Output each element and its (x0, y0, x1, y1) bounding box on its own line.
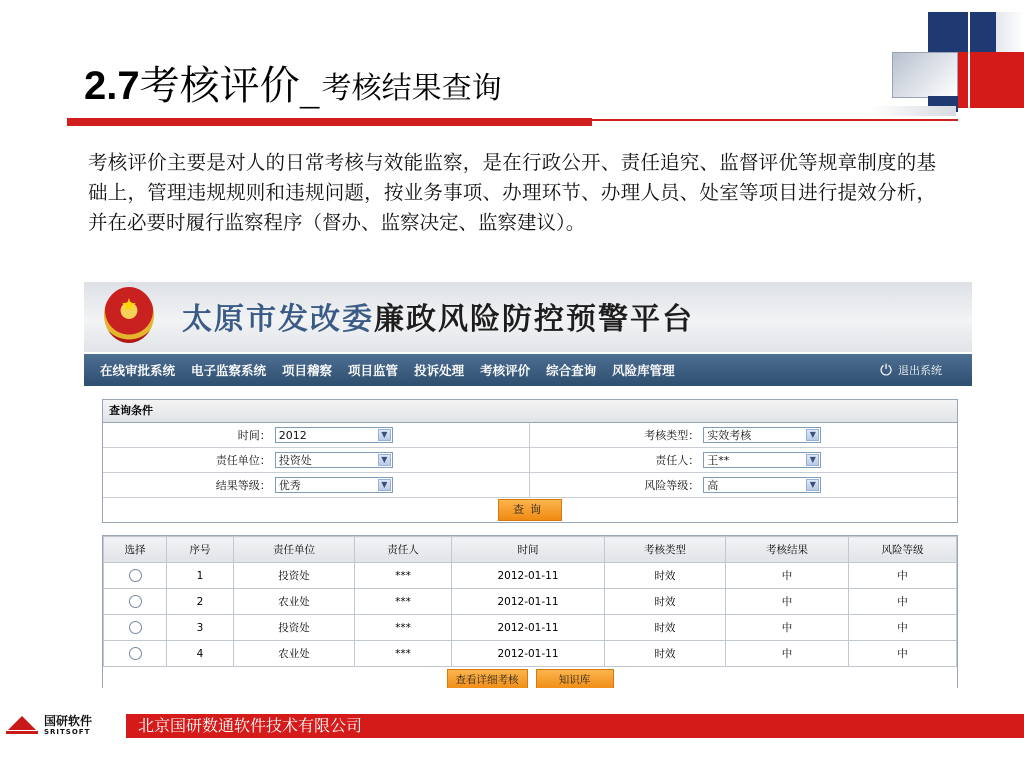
field-label: 时间： (237, 429, 271, 442)
table-header-row (104, 537, 957, 563)
cell-date: 2012-01-11 (452, 615, 605, 641)
time-select[interactable] (275, 427, 393, 443)
nav-e-supervision[interactable]: 电子监察系统 (191, 363, 267, 378)
nav-project-inspection[interactable]: 项目稽察 (282, 363, 333, 378)
cell-risk: 中 (849, 641, 957, 667)
nav-risk-library[interactable]: 风险库管理 (612, 363, 675, 378)
query-panel (102, 399, 958, 523)
cell-result: 中 (726, 615, 849, 641)
cell-risk: 中 (849, 589, 957, 615)
column-header: 责任单位 (234, 537, 355, 563)
responsible-unit-select[interactable] (275, 452, 393, 468)
select-value: 王** (707, 454, 730, 467)
nav-project-monitoring[interactable]: 项目监管 (348, 363, 399, 378)
table-row (104, 615, 957, 641)
result-level-select[interactable] (275, 477, 393, 493)
field-label: 责任人： (655, 454, 700, 467)
cell-person: *** (355, 641, 452, 667)
column-header: 序号 (167, 537, 234, 563)
select-value: 实效考核 (707, 429, 752, 442)
row-select-radio[interactable] (129, 569, 142, 582)
table-row (104, 563, 957, 589)
nav-online-approval[interactable]: 在线审批系统 (100, 363, 176, 378)
corner-decoration-gray (892, 52, 958, 98)
title-main: 考核评价_ (139, 63, 320, 109)
cell-type: 时效 (605, 641, 726, 667)
select-value: 2012 (278, 429, 307, 442)
app-screenshot (84, 282, 972, 688)
company-logo (0, 710, 126, 742)
corner-decoration-blue (928, 12, 1000, 52)
query-button-row (103, 498, 957, 522)
cell-date: 2012-01-11 (452, 641, 605, 667)
query-row (103, 423, 957, 448)
cell-unit: 农业处 (234, 641, 355, 667)
select-value: 优秀 (278, 479, 301, 492)
table-row (104, 641, 957, 667)
query-panel-header: 查询条件 (103, 400, 957, 423)
cell-index: 2 (167, 589, 234, 615)
app-header (84, 282, 972, 352)
field-label: 结果等级： (215, 479, 271, 492)
nav-evaluation[interactable]: 考核评价 (480, 363, 531, 378)
chevron-down-icon: ▼ (806, 454, 819, 466)
query-row (103, 448, 957, 473)
risk-level-select[interactable] (703, 477, 821, 493)
cell-result: 中 (726, 563, 849, 589)
company-name: 北京国研数通软件技术有限公司 (138, 716, 363, 735)
app-title (182, 296, 694, 336)
column-header: 风险等级 (849, 537, 957, 563)
app-title-platform: 廉政风险防控预警平台 (374, 302, 694, 337)
nav-complaints[interactable]: 投诉处理 (414, 363, 465, 378)
cell-type: 时效 (605, 615, 726, 641)
column-header: 考核结果 (726, 537, 849, 563)
responsible-person-select[interactable] (703, 452, 821, 468)
chevron-down-icon: ▼ (378, 429, 391, 441)
cell-risk: 中 (849, 563, 957, 589)
knowledge-base-button[interactable]: 知识库 (536, 669, 614, 689)
field-label: 考核类型： (644, 429, 700, 442)
corner-divider (968, 0, 970, 108)
search-button[interactable]: 查询 (498, 499, 562, 521)
title-underline-thin (592, 119, 958, 121)
national-emblem-icon: ★ (104, 287, 154, 343)
cell-date: 2012-01-11 (452, 563, 605, 589)
evaluation-type-select[interactable] (703, 427, 821, 443)
query-row (103, 473, 957, 498)
logo-text-cn: 国研软件 (44, 714, 93, 728)
power-icon: ⏻ (880, 361, 892, 379)
cell-index: 1 (167, 563, 234, 589)
column-header: 选择 (104, 537, 167, 563)
cell-type: 时效 (605, 589, 726, 615)
logo-mark-icon (4, 714, 40, 738)
results-table (102, 535, 958, 688)
chevron-down-icon: ▼ (378, 479, 391, 491)
view-details-button[interactable]: 查看详细考核 (447, 669, 528, 689)
cell-unit: 投资处 (234, 563, 355, 589)
column-header: 考核类型 (605, 537, 726, 563)
nav-query[interactable]: 综合查询 (546, 363, 597, 378)
row-select-radio[interactable] (129, 621, 142, 634)
row-select-radio[interactable] (129, 647, 142, 660)
cell-index: 4 (167, 641, 234, 667)
row-select-radio[interactable] (129, 595, 142, 608)
main-nav (84, 354, 972, 386)
title-number: 2.7 (84, 64, 140, 108)
slide-title (84, 52, 502, 108)
logout-label: 退出系统 (898, 364, 942, 377)
cell-risk: 中 (849, 615, 957, 641)
title-sub: 考核结果查询 (321, 71, 502, 106)
results-actions (103, 667, 957, 688)
corner-decoration-red (956, 52, 1024, 108)
logo-text-en: SRITSOFT (44, 728, 91, 736)
cell-type: 时效 (605, 563, 726, 589)
chevron-down-icon: ▼ (806, 479, 819, 491)
cell-unit: 投资处 (234, 615, 355, 641)
select-value: 高 (707, 479, 719, 492)
table-row (104, 589, 957, 615)
description-paragraph: 考核评价主要是对人的日常考核与效能监察，是在行政公开、责任追究、监督评优等规章制度的基础上，管理违规规则和违规问题，按业务事项、办理环节、办理人员、处室等项目进行提效分析，并在必要时履行监察程序（督办、监察决定、监察建议）。 (88, 151, 936, 234)
cell-person: *** (355, 589, 452, 615)
corner-decoration-fade (870, 106, 956, 116)
select-value: 投资处 (278, 454, 312, 467)
logout-button[interactable] (880, 354, 942, 386)
cell-date: 2012-01-11 (452, 589, 605, 615)
cell-result: 中 (726, 589, 849, 615)
app-title-org: 太原市发改委 (182, 302, 374, 337)
cell-person: *** (355, 563, 452, 589)
field-label: 责任单位： (215, 454, 271, 467)
chevron-down-icon: ▼ (806, 429, 819, 441)
cell-result: 中 (726, 641, 849, 667)
cell-unit: 农业处 (234, 589, 355, 615)
cell-index: 3 (167, 615, 234, 641)
corner-decoration-fade-top (996, 12, 1024, 52)
column-header: 责任人 (355, 537, 452, 563)
column-header: 时间 (452, 537, 605, 563)
field-label: 风险等级： (644, 479, 700, 492)
title-underline (67, 118, 592, 126)
cell-person: *** (355, 615, 452, 641)
chevron-down-icon: ▼ (378, 454, 391, 466)
